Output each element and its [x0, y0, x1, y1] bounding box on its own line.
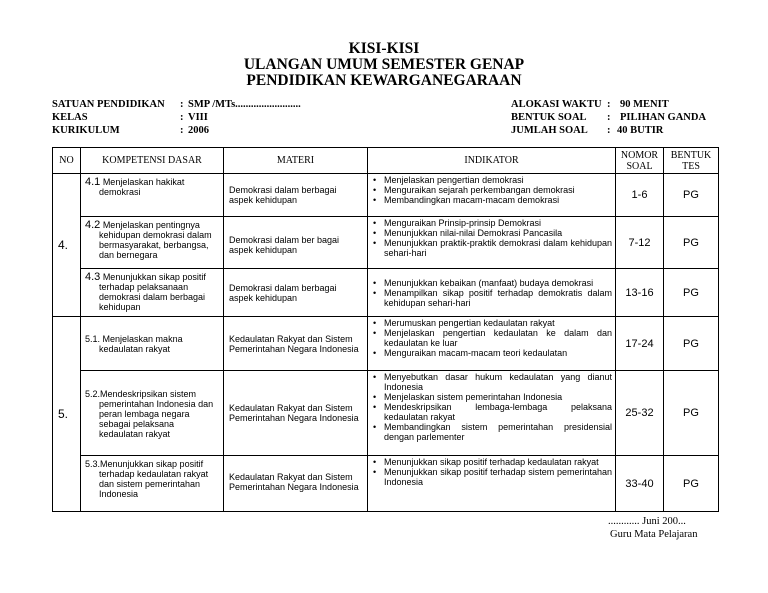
- document-subject: PENDIDIKAN KEWARGANEGARAAN: [246, 72, 522, 89]
- bentuk-tes-cell: PG: [664, 174, 719, 217]
- kd-text-first: Menunjukkan sikap positif: [100, 459, 204, 469]
- materi-cell: Kedaulatan Rakyat dan Sistem Pemerintahan Negara Indonesia: [224, 317, 368, 371]
- kd-text-rest: kedaulatan rakyat: [99, 344, 171, 354]
- kd-text-first: Menjelaskan hakikat: [102, 177, 185, 187]
- list-item: • Menunjukkan sikap positif terhadap sistem pemerintahan Indonesia: [370, 467, 612, 487]
- materi-cell: Demokrasi dalam berbagai aspek kehidupan: [224, 174, 368, 217]
- list-item: • Menampilkan sikap positif terhadap demokratis dalam kehidupan sehari-hari: [370, 288, 612, 308]
- header-bentuk-line2: TES: [682, 160, 700, 172]
- table-row: [53, 456, 719, 512]
- nomor-soal-cell: 33-40: [616, 456, 664, 512]
- indikator-list: [370, 175, 612, 205]
- header-nomor-soal: [616, 148, 664, 174]
- indikator-list: [370, 218, 612, 258]
- kd-first-line: [85, 177, 219, 187]
- indikator-list: [370, 372, 612, 442]
- bentuk-tes-cell: PG: [664, 371, 719, 456]
- table-row: [53, 269, 719, 317]
- nomor-soal-cell: 13-16: [616, 269, 664, 317]
- meta-label: KELAS: [52, 112, 88, 123]
- header-nomor-line2: SOAL: [626, 160, 653, 172]
- meta-value: PILIHAN GANDA: [620, 112, 707, 123]
- meta-value: VIII: [188, 112, 208, 123]
- list-item: • Membandingkan macam-macam demokrasi: [370, 195, 612, 205]
- header-no: NO: [53, 148, 81, 174]
- materi-cell: Demokrasi dalam berbagai aspek kehidupan: [224, 269, 368, 317]
- table-row: [53, 371, 719, 456]
- indikator-list: [370, 457, 612, 487]
- group-number: 5.: [53, 317, 81, 512]
- bentuk-tes-cell: PG: [664, 317, 719, 371]
- kd-first-line: [85, 272, 219, 282]
- meta-separator: :: [180, 112, 184, 123]
- kd-first-line: [85, 459, 219, 469]
- kd-first-line: [85, 220, 219, 230]
- meta-separator: :: [607, 125, 611, 136]
- kd-number: 5.1.: [85, 334, 101, 344]
- table-header-row: [53, 148, 719, 174]
- meta-label: KURIKULUM: [52, 125, 120, 136]
- meta-separator: :: [180, 99, 184, 110]
- list-item: • Menguraikan Prinsip-prinsip Demokrasi: [370, 218, 612, 228]
- indikator-cell: [368, 371, 616, 456]
- kompetensi-cell: [81, 269, 224, 317]
- kd-number: 4.3: [85, 271, 101, 283]
- header-bentuk-line1: BENTUK: [670, 149, 712, 161]
- meta-value: SMP /MTs.........................: [188, 99, 301, 110]
- indikator-cell: [368, 269, 616, 317]
- bentuk-tes-cell: PG: [664, 217, 719, 269]
- kd-text-first: Mendeskripsikan sistem: [100, 388, 197, 399]
- kompetensi-cell: [81, 217, 224, 269]
- meta-label: SATUAN PENDIDIKAN: [52, 99, 165, 110]
- list-item: • Menjelaskan sistem pemerintahan Indonesia: [370, 392, 612, 402]
- document-title: KISI-KISI: [348, 40, 420, 57]
- document-subtitle: ULANGAN UMUM SEMESTER GENAP: [243, 56, 525, 73]
- kompetensi-cell: [81, 174, 224, 217]
- meta-separator: :: [607, 99, 611, 110]
- list-item: • Menguraikan macam-macam teori kedaulatan: [370, 348, 612, 358]
- kd-text-rest: kehidupan demokrasi dalam bermasyarakat, berbangsa, dan bernegara: [99, 230, 212, 260]
- kd-number: 4.1: [85, 176, 101, 188]
- bentuk-tes-cell: PG: [664, 269, 719, 317]
- table-row: [53, 317, 719, 371]
- header-bentuk-tes: [664, 148, 719, 174]
- indikator-cell: [368, 317, 616, 371]
- nomor-soal-cell: 25-32: [616, 371, 664, 456]
- meta-label: BENTUK SOAL: [511, 112, 587, 123]
- list-item: • Merumuskan pengertian kedaulatan rakyat: [370, 318, 612, 328]
- nomor-soal-cell: 17-24: [616, 317, 664, 371]
- materi-cell: Kedaulatan Rakyat dan Sistem Pemerintahan Negara Indonesia: [224, 456, 368, 512]
- header-nomor-line1: NOMOR: [620, 149, 659, 161]
- header-indikator: INDIKATOR: [368, 148, 616, 174]
- kompetensi-cell: [81, 317, 224, 371]
- meta-label: ALOKASI WAKTU: [511, 99, 602, 110]
- indikator-list: [370, 318, 612, 358]
- kd-text-rest: demokrasi: [99, 187, 141, 197]
- nomor-soal-cell: 7-12: [616, 217, 664, 269]
- kd-text-first: Menunjukkan sikap positif: [102, 272, 206, 282]
- table-row: [53, 217, 719, 269]
- list-item: • Menunjukkan sikap positif terhadap kedaulatan rakyat: [370, 457, 612, 467]
- kd-first-line: [85, 334, 219, 344]
- list-item: • Menjelaskan pengertian demokrasi: [370, 175, 612, 185]
- list-item: • Menunjukkan nilai-nilai Demokrasi Pancasila: [370, 228, 612, 238]
- nomor-soal-cell: 1-6: [616, 174, 664, 217]
- footer-date: ............ Juni 200...: [608, 516, 686, 527]
- kompetensi-cell: [81, 371, 224, 456]
- group-number: 4.: [53, 174, 81, 317]
- kd-text-first: Menjelaskan makna: [102, 334, 183, 344]
- footer-signatory: Guru Mata Pelajaran: [610, 529, 698, 540]
- indikator-cell: [368, 217, 616, 269]
- kd-first-line: [85, 389, 219, 399]
- kd-text-rest: terhadap pelaksanaan demokrasi dalam berbagai kehidupan: [99, 282, 206, 312]
- meta-value: 40 BUTIR: [617, 125, 664, 136]
- kd-text-rest: terhadap kedaulatan rakyat dan sistem pemerintahan Indonesia: [99, 469, 209, 499]
- header-kompetensi-dasar: KOMPETENSI DASAR: [81, 148, 224, 174]
- kd-number: 5.3.: [85, 459, 101, 469]
- indikator-cell: [368, 174, 616, 217]
- kd-number: 5.2.: [85, 388, 101, 399]
- list-item: • Membandingkan sistem pemerintahan presidensial dengan parlementer: [370, 422, 612, 442]
- materi-cell: Kedaulatan Rakyat dan Sistem Pemerintahan Negara Indonesia: [224, 371, 368, 456]
- meta-value: 90 MENIT: [620, 99, 669, 110]
- kd-number: 4.2: [85, 219, 101, 231]
- kd-text-first: Menjelaskan pentingnya: [102, 220, 200, 230]
- list-item: • Menunjukkan kebaikan (manfaat) budaya demokrasi: [370, 278, 612, 288]
- meta-separator: :: [180, 125, 184, 136]
- list-item: • Menguraikan sejarah perkembangan demokrasi: [370, 185, 612, 195]
- bentuk-tes-cell: PG: [664, 456, 719, 512]
- kompetensi-cell: [81, 456, 224, 512]
- list-item: • Menyebutkan dasar hukum kedaulatan yang dianut Indonesia: [370, 372, 612, 392]
- materi-cell: Demokrasi dalam ber bagai aspek kehidupan: [224, 217, 368, 269]
- table-row: [53, 174, 719, 217]
- header-materi: MATERI: [224, 148, 368, 174]
- list-item: • Menunjukkan praktik-praktik demokrasi dalam kehidupan sehari-hari: [370, 238, 612, 258]
- meta-label: JUMLAH SOAL: [511, 125, 588, 136]
- meta-separator: :: [607, 112, 611, 123]
- list-item: • Mendeskripsikan lembaga-lembaga pelaksana kedaulatan rakyat: [370, 402, 612, 422]
- kisi-kisi-table: [52, 147, 719, 512]
- meta-value: 2006: [188, 125, 209, 136]
- kd-text-rest: pemerintahan Indonesia dan peran lembaga negara sebagai pelaksana kedaulatan rakyat: [99, 398, 214, 439]
- list-item: • Menjelaskan pengertian kedaulatan ke dalam dan kedaulatan ke luar: [370, 328, 612, 348]
- indikator-list: [370, 278, 612, 308]
- indikator-cell: [368, 456, 616, 512]
